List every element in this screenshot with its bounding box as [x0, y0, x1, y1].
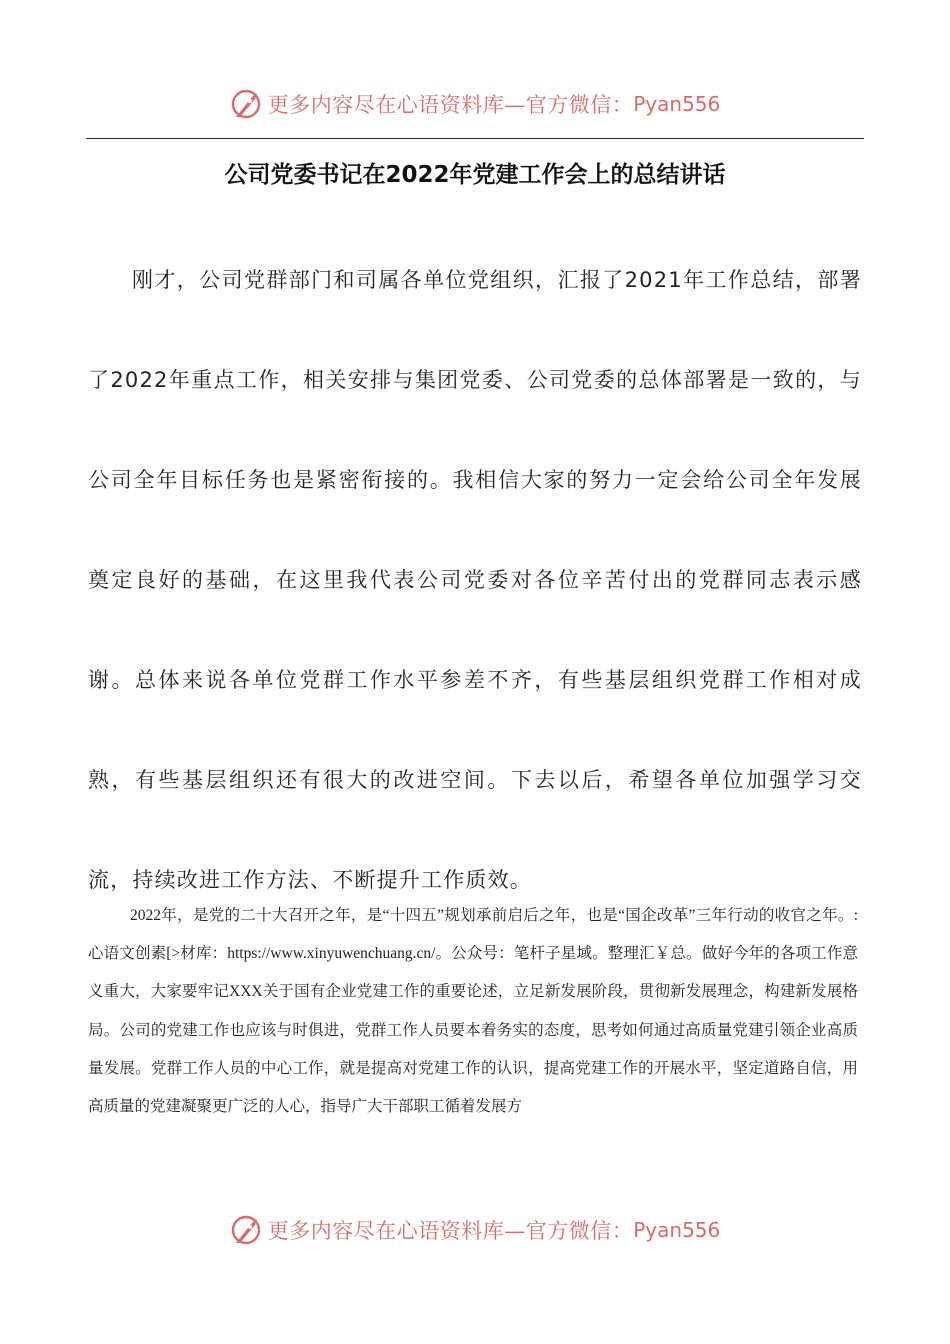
pen-nib-logo-icon — [230, 1213, 264, 1247]
header-banner — [0, 82, 950, 126]
speech-paragraph: 刚才，公司党群部门和司属各单位党组织，汇报了2021年工作总结，部署了2022年重点工作，相关安排与集团党委、公司党委的总体部署是一致的，与公司全年目标任务也是紧密衔接的。我相信大家的努力一定会给公司全年发展奠定良好的基础，在这里我代表公司党委对各位辛苦付出的党群同志表示感谢。总体来说各单位党群工作水平参差不齐，有些基层组织党群工作相对成熟，有些基层组织还有很大的改进空间。下去以后，希望各单位加强学习交流，持续改进工作方法、不断提升工作质效。 — [88, 268, 862, 892]
pen-nib-logo-icon — [230, 87, 264, 121]
header-divider — [86, 138, 864, 139]
footer-promo-text: 更多内容尽在心语资料库—官方微信： — [267, 1219, 634, 1243]
header-promo-text: 更多内容尽在心语资料库—官方微信： — [267, 93, 634, 117]
document-title: 公司党委书记在2022年党建工作会上的总结讲话 — [224, 162, 726, 188]
header-wechat-handle: Pyan556 — [633, 92, 721, 116]
footer-banner — [0, 1208, 950, 1252]
body-paragraph: 2022年，是党的二十大召开之年，是“十四五”规划承前启后之年，也是“国企改革”三年行动的收官之年。:心语文创素[>材库：https://www.xinyuwenchuang.cn/。公众号：笔杆子星域。整理汇￥总。做好今年的各项工作意义重大，大家要牢记XXX关于国有企业党建工作的重要论述，立足新发展阶段，贯彻新发展理念，构建新发展格局。公司的党建工作也应该与时俱进，党群工作人员要本着务实的态度，思考如何通过高质量党建引领企业高质量发展。党群工作人员的中心工作，就是提高对党建工作的认识，提高党建工作的开展水平，坚定道路自信，用高质量的党建凝聚更广泛的人心，指导广大干部职工循着发展方 — [88, 907, 858, 1116]
footer-wechat-handle: Pyan556 — [633, 1218, 721, 1242]
